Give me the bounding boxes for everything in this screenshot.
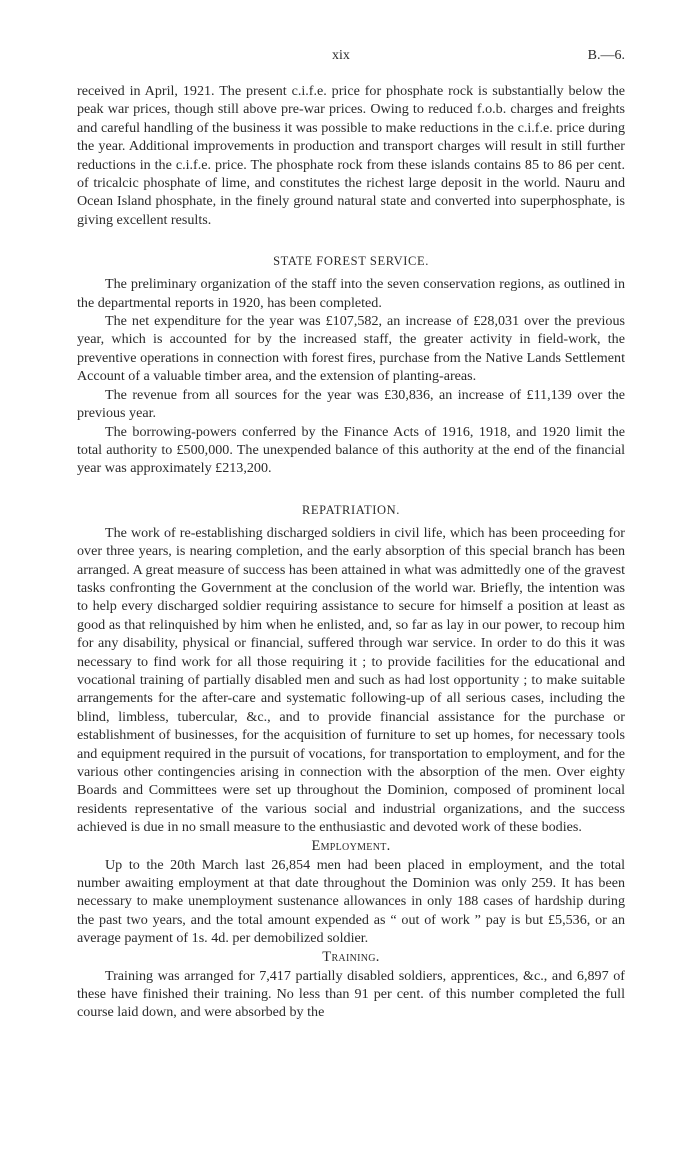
paragraph: Up to the 20th March last 26,854 men had been placed in employment, and the total number awaiting employment at that date throughout the Dominion was only 259. It has been necessary to make unemployment sustenance allowances in only 188 cases of hardship during the past two years, and the total amount expended as “ out of work ” pay is but £5,536, or an average payment of 1s. 4d. per demobilized soldier.: [77, 856, 625, 947]
paragraph: The borrowing-powers conferred by the Finance Acts of 1916, 1918, and 1920 limit the total authority to £500,000. The unexpended balance of this authority at the end of the financial year was approximately £213,200.: [77, 423, 625, 477]
page-header: [0, 48, 700, 68]
document-body: [77, 82, 625, 1022]
subheading-employment: Employment.: [311, 837, 391, 854]
subheading-training: Training.: [322, 948, 380, 965]
section-heading-repatriation: REPATRIATION.: [302, 502, 400, 517]
paragraph: The revenue from all sources for the year was £30,836, an increase of £11,139 over the previous year.: [77, 386, 625, 422]
paragraph: The net expenditure for the year was £107,582, an increase of £28,031 over the previous year, which is accounted for by the increased staff, the greater activity in field-work, the preventive operations in connection with forest fires, purchase from the Native Lands Settlement Account of a valuable timber area, and the extension of planting-areas.: [77, 313, 625, 385]
paragraph: Training was arranged for 7,417 partially disabled soldiers, apprentices, &c., and 6,897 of these have finished their training. No less than 91 per cent. of this number completed the full course laid down, and were absorbed by the: [77, 967, 625, 1021]
document-reference: B.—6.: [587, 48, 625, 63]
intro-paragraph: received in April, 1921. The present c.i.f.e. price for phosphate rock is substantially below the peak war prices, though still above pre-war prices. Owing to reduced f.o.b. charges and freights and careful handling of the business it was possible to make reductions in the c.i.f.e. price during the year. Additional improvements in production and transport charges will result in still further reductions in the c.i.f.e. price. The phosphate rock from these islands contains 85 to 86 per cent. of tricalcic phosphate of lime, and constitutes the richest large deposit in the world. Nauru and Ocean Island phosphate, in the finely ground natural state and converted into superphosphate, is giving excellent results.: [77, 83, 625, 228]
paragraph: The preliminary organization of the staff into the seven conservation regions, as outlined in the departmental reports in 1920, has been completed.: [77, 276, 625, 311]
paragraph: The work of re-establishing discharged soldiers in civil life, which has been proceeding for over three years, is nearing completion, and the early absorption of this special branch has been arranged. A great measure of success has been attained in what was admittedly one of the gravest tasks confronting the Government at the conclusion of the world war. Briefly, the intention was to help every discharged soldier requiring assistance to secure for himself a position at least as good as that relinquished by him when he enlisted, and, so far as lay in our power, to recoup him for any disability, physical or financial, suffered through war service. In order to do this it was necessary to find work for all those requiring it ; to provide facilities for the educational and vocational training of partially disabled men and such as had lost opportunity ; to make suitable arrangements for the after-care and systematic following-up of all serious cases, including the blind, limbless, tubercular, &c., and to provide financial assistance for the purchase or establishment of businesses, for the acquisition of furniture to set up homes, for necessary tools and equipment required in the pursuit of vocations, for transportation to employment, and for the various other contingencies arising in connection with the absorption of the men. Over eighty Boards and Committees were set up throughout the Dominion, composed of prominent local residents representative of the various social and industrial organizations, and the success achieved is due in no small measure to the enthusiastic and devoted work of these bodies.: [77, 524, 625, 836]
page-number: xix: [332, 48, 350, 63]
section-heading-state-forest: STATE FOREST SERVICE.: [273, 254, 429, 269]
